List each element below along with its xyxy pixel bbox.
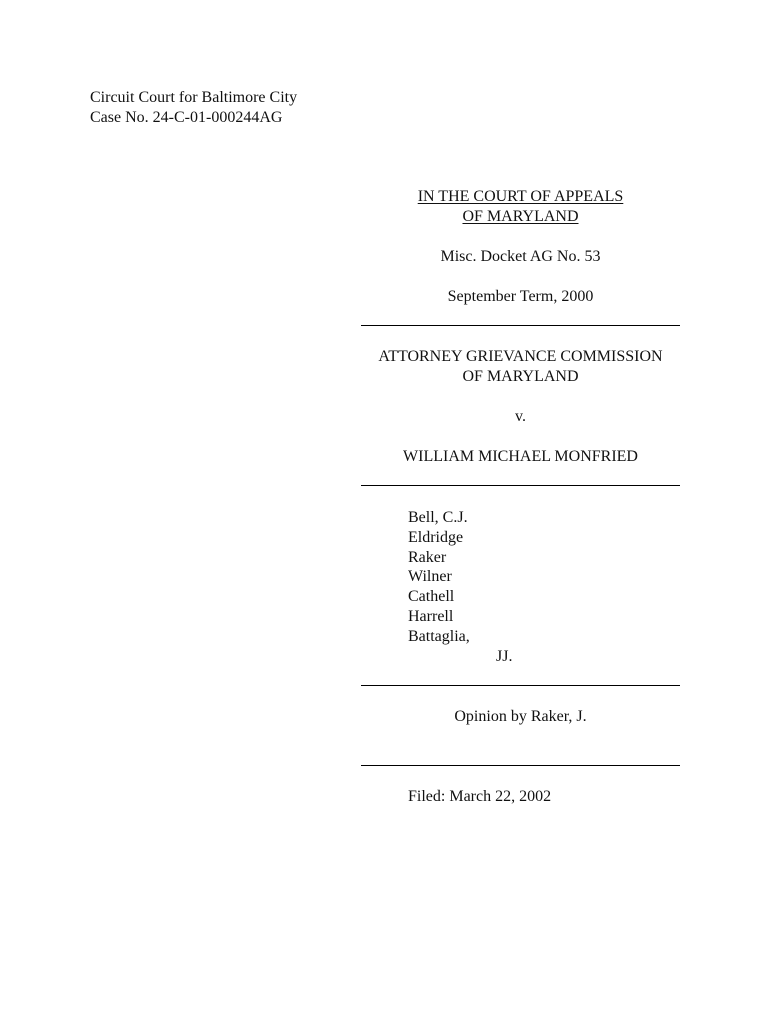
judge-name: Cathell bbox=[408, 588, 455, 606]
judge-name: Eldridge bbox=[408, 528, 464, 546]
judge-name: Wilner bbox=[408, 568, 452, 586]
section-divider bbox=[361, 325, 680, 326]
docket-number: Misc. Docket AG No. 53 bbox=[440, 248, 601, 265]
section-divider bbox=[361, 765, 680, 766]
court-title-line2: OF MARYLAND bbox=[462, 208, 579, 225]
section-divider bbox=[361, 685, 680, 686]
judge-name: Bell, C.J. bbox=[408, 509, 468, 526]
petitioner-line1: ATTORNEY GRIEVANCE COMMISSION bbox=[378, 348, 663, 365]
court-term: September Term, 2000 bbox=[447, 288, 594, 305]
court-title-line1: IN THE COURT OF APPEALS bbox=[417, 188, 624, 205]
respondent-name: WILLIAM MICHAEL MONFRIED bbox=[403, 448, 638, 465]
judge-name: Raker bbox=[408, 548, 447, 566]
petitioner-line2: OF MARYLAND bbox=[462, 368, 579, 385]
lower-court-case-number: Case No. 24-C-01-000244AG bbox=[90, 109, 283, 126]
section-divider bbox=[361, 485, 680, 486]
lower-court-name: Circuit Court for Baltimore City bbox=[90, 89, 298, 106]
judge-name: Harrell bbox=[408, 607, 454, 625]
opinion-author: Opinion by Raker, J. bbox=[454, 708, 587, 725]
versus-label: v. bbox=[515, 408, 526, 425]
judge-name: Battaglia, bbox=[408, 627, 470, 645]
judges-suffix: JJ. bbox=[496, 648, 513, 665]
judges-list bbox=[408, 508, 470, 647]
filed-date: Filed: March 22, 2002 bbox=[408, 788, 552, 805]
